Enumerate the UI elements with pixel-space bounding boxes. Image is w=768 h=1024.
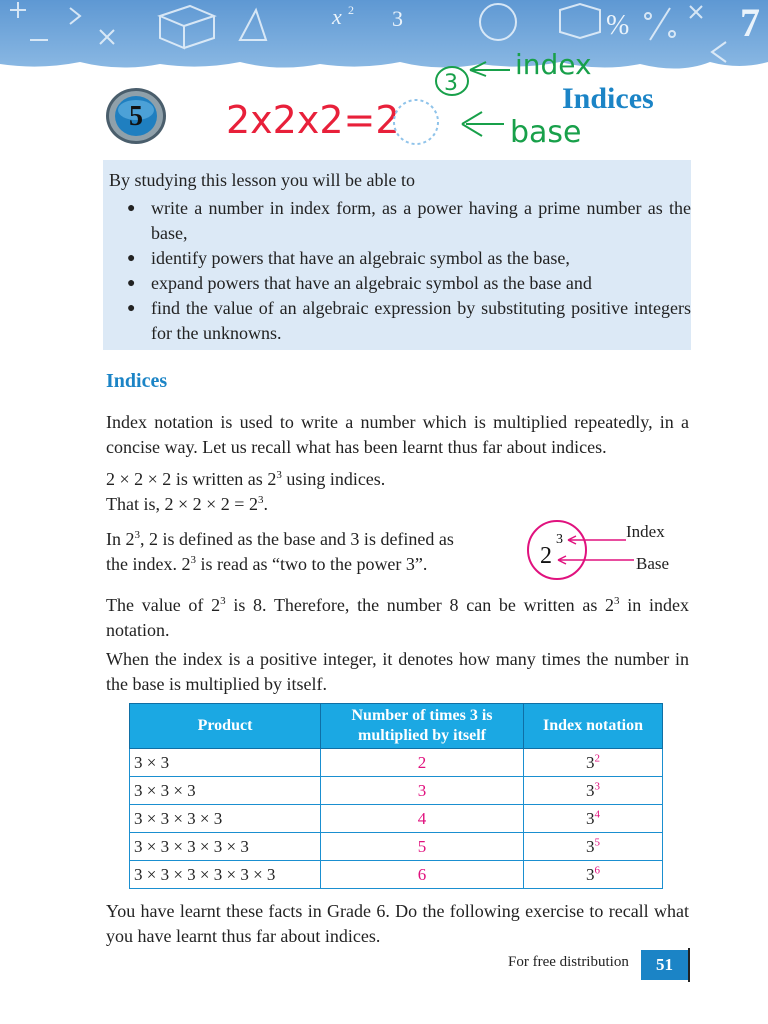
definition-paragraph: In $2^3$, 2 is defined as the base and 3 is defined as the index. $2^3$ is read as “two to the power 3”. (106, 529, 454, 574)
col-header-index-notation: Index notation (524, 704, 663, 749)
bullet-icon: ● (127, 201, 136, 216)
chapter-number-badge (104, 86, 168, 146)
diagram-index-label: Index (626, 522, 665, 541)
objective-item: ● identify powers that have an algebraic symbol as the base, (121, 246, 691, 271)
times-cell: 3 (321, 777, 524, 805)
page-number: 51 (641, 950, 688, 980)
value-paragraph: The value of $2^3$ is 8. Therefore, the number 8 can be written as $2^3$ in index notation. (106, 595, 689, 640)
table-row (130, 777, 663, 805)
product-cell: 3 × 3 × 3 (130, 777, 321, 805)
page-number-divider (688, 948, 690, 982)
index-arrow (568, 536, 626, 544)
col-header-times: Number of times 3 is multiplied by itself (321, 704, 524, 749)
times-cell: 6 (321, 861, 524, 889)
handwritten-index-label: index (515, 48, 592, 81)
intro-paragraph: Index notation is used to write a number which is multiplied repeatedly, in a concise way. Let us recall what has been learnt thus far about indices. (106, 412, 689, 457)
bullet-icon: ● (127, 251, 136, 266)
product-cell: 3 × 3 × 3 × 3 × 3 × 3 (130, 861, 321, 889)
objective-item: ● write a number in index form, as a power having a prime number as the base, (127, 198, 691, 243)
svg-text:3: 3 (392, 6, 403, 31)
chapter-number: 5 (129, 101, 143, 132)
table-row (130, 861, 663, 889)
index-notation-cell: $3^5$ (524, 833, 663, 861)
table-header-row (130, 704, 663, 749)
times-cell: 4 (321, 805, 524, 833)
times-cell: 2 (321, 749, 524, 777)
table-row (130, 805, 663, 833)
handwritten-equation: 2x2x2=2 (226, 98, 400, 142)
col-header-product: Product (130, 704, 321, 749)
objectives-list (109, 196, 691, 346)
index-notation-cell: $3^2$ (524, 749, 663, 777)
objective-item: ● find the value of an algebraic expression by substituting positive integers for the unknowns. (127, 298, 691, 343)
bullet-icon: ● (127, 276, 136, 291)
svg-text:x: x (332, 4, 342, 29)
svg-text:%: % (606, 10, 630, 41)
index-notation-cell: $3^4$ (524, 805, 663, 833)
diagram-index: 3 (556, 532, 563, 547)
footer-distribution-note: For free distribution (508, 954, 629, 970)
indices-table (129, 703, 663, 889)
base-arrow (558, 556, 634, 564)
base-index-diagram (520, 514, 700, 584)
svg-text:2: 2 (348, 3, 354, 17)
diagram-base-label: Base (636, 554, 670, 573)
times-cell: 5 (321, 833, 524, 861)
handwritten-base-label: base (510, 115, 582, 150)
diagram-base: 2 (540, 543, 552, 569)
example-line: 2 × 2 × 2 is written as $2^3$ using indices. (106, 469, 386, 489)
positive-integer-paragraph: When the index is a positive integer, it denotes how many times the number in the base is multiplied by itself. (106, 649, 689, 694)
bullet-icon: ● (127, 301, 136, 316)
index-notation-cell: $3^6$ (524, 861, 663, 889)
handwritten-index-value: 3 (444, 71, 458, 96)
index-notation-cell: $3^3$ (524, 777, 663, 805)
section-heading: Indices (106, 370, 168, 392)
table-row (130, 833, 663, 861)
product-cell: 3 × 3 × 3 × 3 (130, 805, 321, 833)
table-row (130, 749, 663, 777)
chapter-title: Indices (562, 82, 654, 115)
product-cell: 3 × 3 × 3 × 3 × 3 (130, 833, 321, 861)
product-cell: 3 × 3 (130, 749, 321, 777)
learning-objectives-box (103, 160, 691, 350)
that-is-line: That is, $2 \times 2 \times 2 = 2^3$. (106, 494, 268, 514)
objective-item: ● expand powers that have an algebraic symbol as the base and (121, 271, 691, 296)
objectives-intro: By studying this lesson you will be able to (109, 170, 415, 190)
exercise-intro-paragraph: You have learnt these facts in Grade 6. Do the following exercise to recall what you have learnt thus far about indices. (106, 901, 689, 946)
svg-text:7: 7 (740, 0, 760, 45)
header-banner (0, 0, 768, 80)
